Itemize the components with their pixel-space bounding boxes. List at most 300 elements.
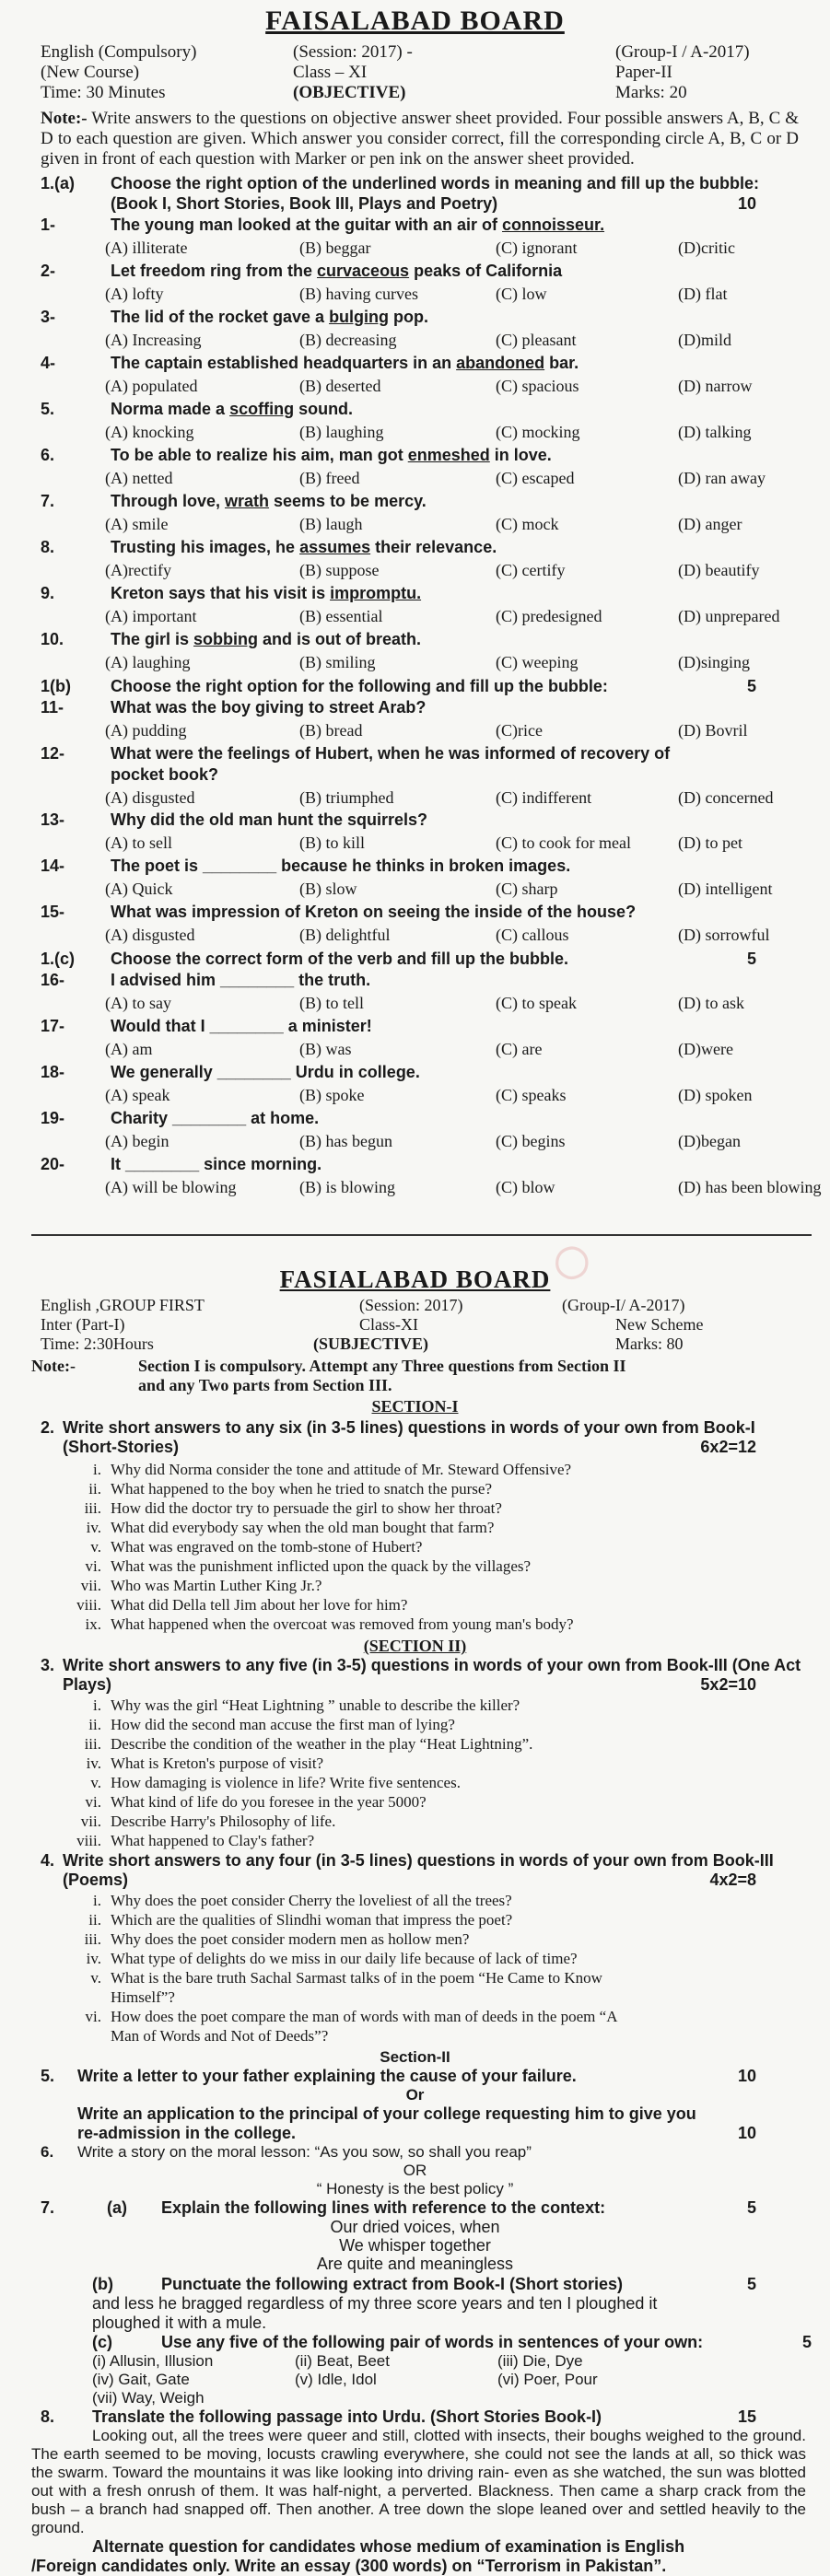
option-a[interactable]: (A) Quick xyxy=(105,880,173,898)
roman-number: iv. xyxy=(86,1950,101,1967)
question-stem: What were the feelings of Hubert, when he was informed of recovery of xyxy=(111,744,671,763)
subject-label: English (Compulsory) xyxy=(41,42,197,62)
option-c[interactable]: (C) weeping xyxy=(496,653,579,671)
mcq-question xyxy=(0,1017,830,1063)
option-b[interactable]: (B) having curves xyxy=(299,285,418,303)
roman-number: iii. xyxy=(84,1930,101,1948)
option-b[interactable]: (B) smiling xyxy=(299,653,376,671)
question-text: How damaging is violence in life? Write five sentences. xyxy=(111,1774,461,1791)
question-stem: What was impression of Kreton on seeing the inside of the house? xyxy=(111,903,637,921)
option-c[interactable]: (C) mock xyxy=(496,515,559,533)
section-1-title: SECTION-I xyxy=(371,1397,459,1416)
mcq-question xyxy=(0,971,830,1017)
option-d[interactable]: (D) anger xyxy=(678,515,742,533)
option-b[interactable]: (B) deserted xyxy=(299,377,381,395)
question-text: Describe the condition of the weather in the play “Heat Lightning”. xyxy=(111,1735,533,1753)
roman-number: i. xyxy=(93,1696,101,1714)
option-a[interactable]: (A) smile xyxy=(105,515,169,533)
translation-passage: Looking out, all the trees were queer and still, clotted with insects, their boughs weighed to the ground. The earth seemed to be moving, locusts crawling everywhere, she could not see the lands at all, so thick was the swarm. Toward the mountains it was like looking into driving rain- even as she watched, the sun was blotted out with a fresh onrush of them. It was half-night, a perverted. Blackness. Then came a sharp crack from the bush – a branch had snapped off. Then another. A tree down the slope leaned over and settled heavily to the ground. xyxy=(31,2427,806,2536)
option-a[interactable]: (A) am xyxy=(105,1040,153,1058)
class-label: Class-XI xyxy=(359,1315,418,1334)
question-number: 6. xyxy=(41,2143,54,2161)
question-text: How did the doctor try to persuade the girl to show her throat? xyxy=(111,1499,502,1517)
objective-header xyxy=(0,42,830,109)
option-a[interactable]: (A) to say xyxy=(105,994,171,1012)
subjective-label: (SUBJECTIVE) xyxy=(313,1335,429,1353)
marks-label: Marks: 80 xyxy=(615,1335,684,1353)
question-instruction: Write short answers to any six (in 3-5 lines) questions in words of your own from Book-I (Short-Stories) xyxy=(63,1418,755,1456)
option-b[interactable]: (B) freed xyxy=(299,469,360,487)
mcq-question xyxy=(0,698,830,744)
question-2-heading xyxy=(0,1418,830,1461)
question-stem: The young man looked at the guitar with an air of connoisseur. xyxy=(111,216,605,234)
short-question xyxy=(0,1596,830,1615)
option-a[interactable]: (A) will be blowing xyxy=(105,1178,237,1196)
note-label: Note:- xyxy=(41,109,88,128)
short-question xyxy=(0,1538,830,1557)
option-d[interactable]: (D) to pet xyxy=(678,833,742,852)
roman-number: ii. xyxy=(88,1716,101,1733)
marks-label: Marks: 20 xyxy=(615,83,687,102)
question-number: 1- xyxy=(41,216,56,234)
short-question xyxy=(0,1577,830,1596)
question-text: Why does the poet consider modern men as hollow men? xyxy=(111,1930,470,1948)
section-instruction: Choose the right option of the underlined words in meaning and fill up the bubble: (Book I, Short Stories, Book III, Plays and Poetry) xyxy=(111,174,759,213)
question-text: What is the bare truth Sachal Sarmast talks of in the poem “He Came to Know xyxy=(111,1969,602,1987)
option-a[interactable]: (A) knocking xyxy=(105,423,194,441)
question-marks: 5 xyxy=(746,2275,756,2293)
question-stem: The girl is sobbing and is out of breath. xyxy=(111,630,422,648)
question-marks: 6x2=12 xyxy=(700,1438,756,1456)
question-stem: Through love, wrath seems to be mercy. xyxy=(111,492,427,510)
class-label: Class – XI xyxy=(293,63,368,82)
short-question xyxy=(0,1930,830,1950)
roman-number: iii. xyxy=(84,1499,101,1517)
question-marks: 5 xyxy=(746,2198,756,2217)
option-c[interactable]: (C) indifferent xyxy=(496,788,592,807)
option-b[interactable]: (B) to kill xyxy=(299,833,365,852)
question-text: What happened to the boy when he tried to snatch the purse? xyxy=(111,1480,493,1498)
subjective-note xyxy=(0,1357,830,1397)
short-question xyxy=(0,1832,830,1851)
question-number: 2- xyxy=(41,262,56,280)
question-number: 11- xyxy=(41,698,64,717)
question-3-heading xyxy=(0,1656,830,1696)
mcq-question xyxy=(0,744,830,810)
mcq-list-3 xyxy=(0,971,830,1201)
option-d[interactable]: (D) intelligent xyxy=(678,880,773,898)
option-c[interactable]: (C) begins xyxy=(496,1132,566,1150)
mcq-question xyxy=(0,810,830,857)
roman-number: iii. xyxy=(84,1735,101,1753)
session-label: (Session: 2017) - xyxy=(293,42,413,62)
objective-paper xyxy=(0,6,830,1201)
option-d[interactable]: (D) spoken xyxy=(678,1086,753,1104)
section-instruction: Choose the correct form of the verb and fill up the bubble. xyxy=(111,950,569,968)
option-c[interactable]: (C) ignorant xyxy=(496,239,578,257)
roman-number: ii. xyxy=(88,1911,101,1929)
option-b[interactable]: (B) was xyxy=(299,1040,352,1058)
session-label: (Session: 2017) xyxy=(359,1296,463,1314)
question-number: 13- xyxy=(41,810,65,829)
question-marks: 15 xyxy=(737,2407,756,2426)
option-d[interactable]: (D) Bovril xyxy=(678,721,748,740)
short-question xyxy=(0,1969,830,1988)
or-label-2: OR xyxy=(403,2162,427,2179)
roman-number: v. xyxy=(90,1538,101,1556)
roman-number: viii. xyxy=(76,1596,101,1614)
option-d[interactable]: (D)critic xyxy=(678,239,735,257)
question-marks: 10 xyxy=(737,2124,756,2142)
roman-number: vii. xyxy=(80,1577,101,1594)
option-c[interactable]: (C) to speak xyxy=(496,994,577,1012)
objective-label: (OBJECTIVE) xyxy=(293,83,406,102)
mcq-question xyxy=(0,630,830,676)
subject-label: English ,GROUP FIRST xyxy=(41,1296,205,1314)
alternate-line-1: Alternate question for candidates whose medium of examination is English xyxy=(92,2537,685,2556)
question-instruction: Punctuate the following extract from Book-I (Short stories) xyxy=(161,2275,624,2293)
question-text: What did Della tell Jim about her love for him? xyxy=(111,1596,408,1614)
option-c[interactable]: (C) speaks xyxy=(496,1086,567,1104)
question-number: 4- xyxy=(41,354,56,372)
short-question xyxy=(0,1735,830,1754)
question-instruction: Write short answers to any four (in 3-5 lines) questions in words of your own from Book-III (Poems) xyxy=(63,1851,774,1889)
short-question xyxy=(0,1911,830,1930)
alternate-line-2: /Foreign candidates only. Write an essay (300 words) on “Terrorism in Pakistan”. xyxy=(31,2557,667,2575)
question-7a xyxy=(0,2198,830,2218)
poem-line: We whisper together xyxy=(339,2236,491,2255)
mcq-question xyxy=(0,492,830,538)
option-c[interactable]: (C) mocking xyxy=(496,423,580,441)
question-instruction: Write short answers to any five (in 3-5) questions in words of your own from Book-III (One Act Plays) xyxy=(63,1656,801,1694)
question-text: What was engraved on the tomb-stone of Hubert? xyxy=(111,1538,423,1556)
short-question xyxy=(0,1716,830,1735)
punctuate-text-1: and less he bragged regardless of my three score years and ten I ploughed it xyxy=(92,2294,658,2313)
poem-line: Are quite and meaningless xyxy=(316,2255,514,2273)
option-b[interactable]: (B) decreasing xyxy=(299,331,397,349)
question-stem: I advised him ________ the truth. xyxy=(111,971,371,989)
option-a[interactable]: (A) to sell xyxy=(105,833,172,852)
short-question xyxy=(0,1988,830,2008)
roman-number: iv. xyxy=(86,1754,101,1772)
question-instruction: Write an application to the principal of your college requesting him to give you xyxy=(77,2104,696,2123)
question-text: What happened to Clay's father? xyxy=(111,1832,315,1849)
question-stem: The poet is ________ because he thinks in broken images. xyxy=(111,857,571,875)
mcq-question xyxy=(0,446,830,492)
word-pair: (iii) Die, Dye xyxy=(497,2352,583,2370)
question-number: 3. xyxy=(41,1656,55,1674)
option-d[interactable]: (D)singing xyxy=(678,653,750,671)
option-c[interactable]: (C) blow xyxy=(496,1178,555,1196)
option-b[interactable]: (B) has begun xyxy=(299,1132,392,1150)
board-title-2: FASIALABAD BOARD xyxy=(279,1265,551,1293)
time-label: Time: 30 Minutes xyxy=(41,83,166,102)
board-title: FAISALABAD BOARD xyxy=(265,6,565,36)
question-7c xyxy=(0,2333,830,2352)
question-text: What was the punishment inflicted upon the quack by the villages? xyxy=(111,1557,532,1575)
question-number: 7. xyxy=(41,492,55,510)
question-stem-2: pocket book? xyxy=(111,765,219,784)
option-d[interactable]: (D) flat xyxy=(678,285,728,303)
short-question xyxy=(0,1950,830,1969)
option-b[interactable]: (B) suppose xyxy=(299,561,380,579)
option-b[interactable]: (B) spoke xyxy=(299,1086,365,1104)
roman-number: v. xyxy=(90,1774,101,1791)
short-question xyxy=(0,1774,830,1793)
question-instruction: Write a letter to your father explaining the cause of your failure. xyxy=(77,2067,577,2085)
option-d[interactable]: (D) talking xyxy=(678,423,752,441)
mcq-question xyxy=(0,308,830,354)
question-number: 12- xyxy=(41,744,65,763)
section-marks: 10 xyxy=(737,194,756,213)
short-question xyxy=(0,1754,830,1774)
question-6-alt: “ Honesty is the best policy ” xyxy=(316,2180,514,2197)
question-number: 14- xyxy=(41,857,65,875)
option-d[interactable]: (D) to ask xyxy=(678,994,744,1012)
option-c[interactable]: (C) sharp xyxy=(496,880,558,898)
option-d[interactable]: (D) concerned xyxy=(678,788,774,807)
option-b[interactable]: (B) slow xyxy=(299,880,357,898)
note-text: Write answers to the questions on objective answer sheet provided. Four possible answers A, B, C & D to each question are given. Which answer you consider correct, fill the corresponding circle A, B, C or D given in front of each question with Marker or pen ink on the answer sheet provided. xyxy=(41,109,799,169)
option-c[interactable]: (C) spacious xyxy=(496,377,579,395)
word-pair-row xyxy=(0,2352,830,2371)
option-a[interactable]: (A) lofty xyxy=(105,285,164,303)
question-number: 17- xyxy=(41,1017,65,1035)
question-marks: 4x2=8 xyxy=(709,1871,756,1889)
option-d[interactable]: (D)mild xyxy=(678,331,731,349)
option-c[interactable]: (C)rice xyxy=(496,721,543,740)
option-c[interactable]: (C) to cook for meal xyxy=(496,833,631,852)
option-d[interactable]: (D)were xyxy=(678,1040,733,1058)
option-d[interactable]: (D)began xyxy=(678,1132,741,1150)
question-number: 19- xyxy=(41,1109,65,1127)
roman-number: viii. xyxy=(76,1832,101,1849)
question-stem: Charity ________ at home. xyxy=(111,1109,320,1127)
mcq-question xyxy=(0,584,830,630)
option-d[interactable]: (D) narrow xyxy=(678,377,753,395)
word-pair-row xyxy=(0,2371,830,2389)
word-pair: (vii) Way, Weigh xyxy=(92,2389,205,2407)
option-d[interactable]: (D) ran away xyxy=(678,469,766,487)
roman-number: vi. xyxy=(85,1557,101,1575)
mcq-question xyxy=(0,857,830,903)
option-c[interactable]: (C) callous xyxy=(496,926,569,944)
option-a[interactable]: (A)rectify xyxy=(105,561,171,579)
word-pairs xyxy=(0,2352,830,2407)
word-pair-row xyxy=(0,2389,830,2407)
roman-number: i. xyxy=(93,1892,101,1909)
short-question xyxy=(0,1892,830,1911)
option-a[interactable]: (A) disgusted xyxy=(105,788,195,807)
option-c[interactable]: (C) are xyxy=(496,1040,543,1058)
question-stem: To be able to realize his aim, man got enmeshed in love. xyxy=(111,446,552,464)
or-label: Or xyxy=(405,2086,425,2104)
option-b[interactable]: (B) delightful xyxy=(299,926,391,944)
option-a[interactable]: (A) begin xyxy=(105,1132,170,1150)
time-label: Time: 2:30Hours xyxy=(41,1335,154,1353)
option-c[interactable]: (C) escaped xyxy=(496,469,575,487)
subjective-header xyxy=(0,1296,830,1357)
option-a[interactable]: (A) netted xyxy=(105,469,173,487)
question-stem: The captain established headquarters in an abandoned bar. xyxy=(111,354,579,372)
question-number: 8. xyxy=(41,2407,55,2426)
paper-label: Paper-II xyxy=(615,63,672,82)
option-c[interactable]: (C) predesigned xyxy=(496,607,602,625)
mcq-question xyxy=(0,1155,830,1201)
short-question xyxy=(0,1519,830,1538)
option-a[interactable]: (A) laughing xyxy=(105,653,191,671)
option-c[interactable]: (C) certify xyxy=(496,561,566,579)
roman-number: v. xyxy=(90,1969,101,1987)
option-b[interactable]: (B) is blowing xyxy=(299,1178,396,1196)
short-question xyxy=(0,1615,830,1635)
question-2-items xyxy=(0,1461,830,1635)
option-a[interactable]: (A) illiterate xyxy=(105,239,188,257)
roman-number: vi. xyxy=(85,2008,101,2025)
question-instruction: Use any five of the following pair of words in sentences of your own: xyxy=(161,2333,704,2351)
question-number: 5. xyxy=(41,400,55,418)
question-5-alt xyxy=(0,2104,830,2143)
question-instruction-2: re-admission in the college. xyxy=(77,2124,297,2142)
course-label: (New Course) xyxy=(41,63,140,82)
question-stem: Why did the old man hunt the squirrels? xyxy=(111,810,428,829)
section-2-title: (SECTION II) xyxy=(363,1637,467,1655)
section-1a-heading xyxy=(0,173,830,216)
roman-number: vi. xyxy=(85,1793,101,1811)
question-number: 6. xyxy=(41,446,55,464)
question-number: 3- xyxy=(41,308,56,326)
question-stem: Norma made a scoffing sound. xyxy=(111,400,354,418)
mcq-list-1 xyxy=(0,216,830,676)
note-line-2: and any Two parts from Section III. xyxy=(138,1376,392,1394)
mcq-question xyxy=(0,262,830,308)
mcq-question xyxy=(0,1063,830,1109)
question-text: What is Kreton's purpose of visit? xyxy=(111,1754,324,1772)
mcq-question xyxy=(0,538,830,584)
question-number: 15- xyxy=(41,903,65,921)
option-d[interactable]: (D) unprepared xyxy=(678,607,780,625)
question-number: 10. xyxy=(41,630,64,648)
option-b[interactable]: (B) laugh xyxy=(299,515,363,533)
roman-number: iv. xyxy=(86,1519,101,1536)
question-text: Why did Norma consider the tone and attitude of Mr. Steward Offensive? xyxy=(111,1461,572,1478)
option-b[interactable]: (B) to tell xyxy=(299,994,364,1012)
question-marks: 10 xyxy=(737,2067,756,2085)
word-pair: (vi) Poer, Pour xyxy=(497,2371,598,2388)
question-text: Why was the girl “Heat Lightning ” unable to describe the killer? xyxy=(111,1696,520,1714)
option-c[interactable]: (C) pleasant xyxy=(496,331,577,349)
option-a[interactable]: (A) speak xyxy=(105,1086,170,1104)
mcq-question xyxy=(0,400,830,446)
roman-number: vii. xyxy=(80,1813,101,1830)
question-stem: It ________ since morning. xyxy=(111,1155,322,1173)
section-number: 1.(a) xyxy=(41,174,76,192)
question-instruction: Translate the following passage into Urdu. (Short Stories Book-I) xyxy=(92,2407,602,2426)
question-text: What type of delights do we miss in our daily life because of lack of time? xyxy=(111,1950,578,1967)
part-label: (b) xyxy=(92,2275,113,2293)
option-b[interactable]: (B) laughing xyxy=(299,423,384,441)
section-marks: 5 xyxy=(746,677,756,695)
question-3-items xyxy=(0,1696,830,1851)
word-pair: (v) Idle, Idol xyxy=(295,2371,377,2388)
option-a[interactable]: (A) important xyxy=(105,607,197,625)
question-stem: We generally ________ Urdu in college. xyxy=(111,1063,420,1081)
option-b[interactable]: (B) essential xyxy=(299,607,383,625)
option-b[interactable]: (B) beggar xyxy=(299,239,371,257)
option-a[interactable]: (A) Increasing xyxy=(105,331,202,349)
question-text: Why does the poet consider Cherry the loveliest of all the trees? xyxy=(111,1892,512,1909)
question-4-items xyxy=(0,1892,830,2046)
question-number: 2. xyxy=(41,1418,55,1437)
option-d[interactable]: (D) sorrowful xyxy=(678,926,770,944)
poem-lines xyxy=(0,2218,830,2273)
punctuate-text-2: ploughed it with a mule. xyxy=(92,2314,267,2332)
option-a[interactable]: (A) disgusted xyxy=(105,926,195,944)
group-label: (Group-I / A-2017) xyxy=(615,42,750,62)
subjective-paper xyxy=(0,1265,830,2576)
note-line-1: Section I is compulsory. Attempt any Three questions from Section II xyxy=(138,1357,626,1375)
section-1c-heading xyxy=(0,949,830,971)
word-pair: (iv) Gait, Gate xyxy=(92,2371,190,2388)
mcq-question xyxy=(0,903,830,949)
option-d[interactable]: (D) has been blowing xyxy=(678,1178,822,1196)
short-question xyxy=(0,2027,830,2046)
question-number: 9. xyxy=(41,584,55,602)
short-question xyxy=(0,1461,830,1480)
short-question xyxy=(0,1557,830,1577)
section-number: 1.(c) xyxy=(41,950,76,968)
roman-number: ix. xyxy=(85,1615,101,1633)
question-6 xyxy=(0,2143,830,2162)
question-number: 8. xyxy=(41,538,55,556)
question-text: How does the poet compare the man of words with man of deeds in the poem “A xyxy=(111,2008,618,2025)
option-a[interactable]: (A) pudding xyxy=(105,721,187,740)
divider xyxy=(31,1234,812,1236)
option-c[interactable]: (C) low xyxy=(496,285,547,303)
question-text: What happened when the overcoat was removed from young man's body? xyxy=(111,1615,574,1633)
scheme-label: New Scheme xyxy=(615,1315,704,1334)
short-question xyxy=(0,2008,830,2027)
option-a[interactable]: (A) populated xyxy=(105,377,198,395)
short-question xyxy=(0,1793,830,1813)
section-2b-title: Section-II xyxy=(380,2048,450,2066)
question-number: 18- xyxy=(41,1063,65,1081)
part-label: (a) xyxy=(107,2198,127,2217)
question-text: How did the second man accuse the first man of lying? xyxy=(111,1716,455,1733)
option-d[interactable]: (D) beautify xyxy=(678,561,760,579)
option-b[interactable]: (B) triumphed xyxy=(299,788,394,807)
question-text: Who was Martin Luther King Jr.? xyxy=(111,1577,322,1594)
mcq-question xyxy=(0,216,830,262)
question-text: Describe Harry's Philosophy of life. xyxy=(111,1813,336,1830)
question-number: 16- xyxy=(41,971,65,989)
question-text: Which are the qualities of Slindhi woman that impress the poet? xyxy=(111,1911,513,1929)
question-stem: Let freedom ring from the curvaceous peaks of California xyxy=(111,262,563,280)
question-4-heading xyxy=(0,1851,830,1892)
question-stem: Kreton says that his visit is impromptu. xyxy=(111,584,422,602)
question-instruction: Explain the following lines with reference to the context: xyxy=(161,2198,606,2217)
course-label: Inter (Part-I) xyxy=(41,1315,125,1334)
question-5 xyxy=(0,2067,830,2086)
roman-number: i. xyxy=(93,1461,101,1478)
option-b[interactable]: (B) bread xyxy=(299,721,363,740)
watermark: ◯ xyxy=(545,1237,595,1287)
mcq-question xyxy=(0,1109,830,1155)
mcq-question xyxy=(0,354,830,400)
question-number: 7. xyxy=(41,2198,55,2217)
short-question xyxy=(0,1696,830,1716)
section-1b-heading xyxy=(0,676,830,698)
